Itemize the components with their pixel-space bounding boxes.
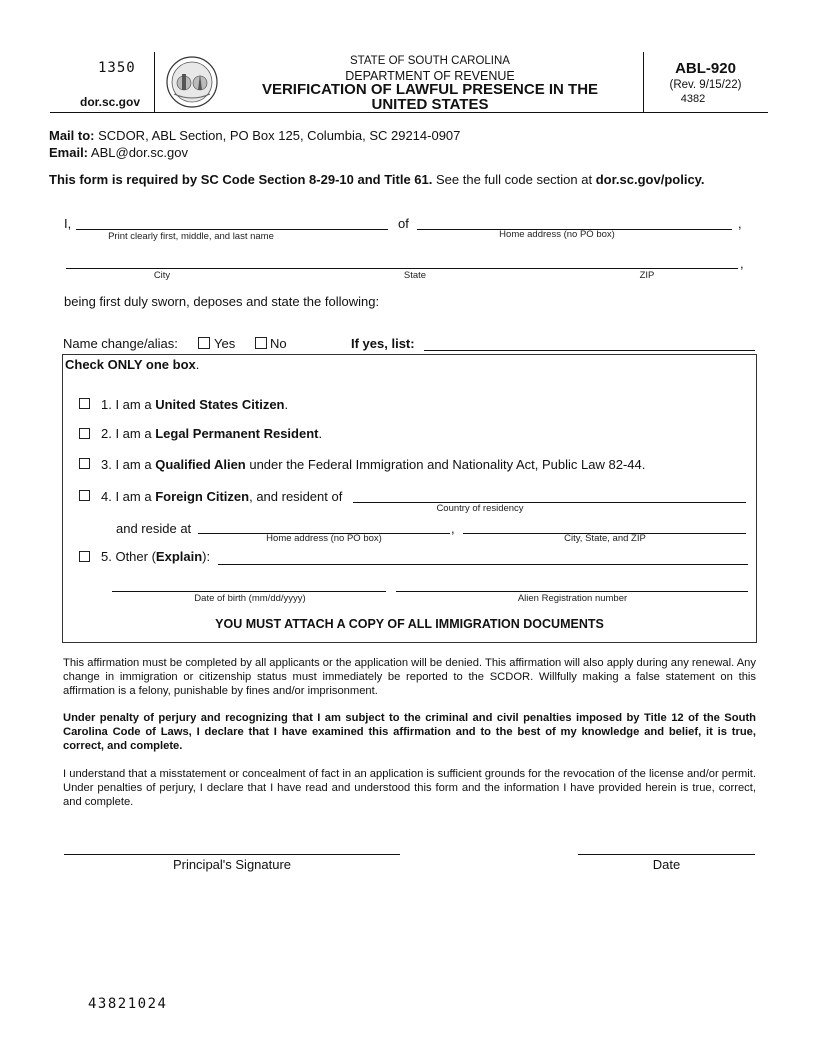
option-permanent-resident-bold: Legal Permanent Resident xyxy=(155,426,319,441)
state-name: STATE OF SOUTH CAROLINA xyxy=(350,55,510,67)
policy-link[interactable]: dor.sc.gov/policy. xyxy=(595,172,705,187)
email-label: Email: xyxy=(49,145,89,160)
mail-to-label: Mail to: xyxy=(49,128,95,143)
alias-yes-label: Yes xyxy=(214,336,236,351)
state-input[interactable] xyxy=(356,252,474,269)
email-line xyxy=(49,145,188,160)
email-address: ABL@dor.sc.gov xyxy=(90,145,188,160)
principal-signature-input[interactable] xyxy=(64,836,400,855)
option-citizen-checkbox[interactable] xyxy=(79,398,90,409)
website: dor.sc.gov xyxy=(80,95,141,109)
other-explain-input[interactable] xyxy=(218,548,748,565)
option-citizen-suffix: . xyxy=(284,397,289,412)
option-qualified-alien-bold: Qualified Alien xyxy=(155,457,246,472)
requirement-plain: See the full code section at xyxy=(432,172,596,187)
form-code: 1350 xyxy=(98,60,136,76)
misstatement-paragraph: I understand that a misstatement or concealment of fact in an application is sufficient grounds for the revocation of the license and/or permit. Under penalties of perjury, I declare that I have read and understood this form and the information I have provided herein is true, correct, and complete. xyxy=(63,768,756,808)
page-title: VERIFICATION OF LAWFUL PRESENCE IN THE xyxy=(261,81,599,98)
option-foreign-citizen-prefix: 4. I am a xyxy=(101,489,156,504)
option-permanent-resident-prefix: 2. I am a xyxy=(101,426,156,441)
form-number: 4382 xyxy=(680,93,706,105)
full-name-caption: Print clearly first, middle, and last name xyxy=(108,231,274,242)
signature-date-input[interactable] xyxy=(578,836,755,855)
alias-list-input[interactable] xyxy=(424,334,755,351)
option-citizen-label xyxy=(101,397,288,412)
option-other-suffix: ): xyxy=(202,549,211,564)
option-qualified-alien-label xyxy=(101,457,645,472)
signature-date-label: Date xyxy=(652,857,681,872)
alias-list-label: If yes, list: xyxy=(351,336,415,351)
option-qualified-alien-prefix: 3. I am a xyxy=(101,457,156,472)
requirement-statement xyxy=(49,172,705,187)
country-of-residency-input[interactable] xyxy=(353,486,746,503)
city-input[interactable] xyxy=(66,252,356,269)
of-label: of xyxy=(398,216,409,231)
check-one-bold: Check ONLY one box xyxy=(65,357,196,372)
alias-no-label: No xyxy=(270,336,287,351)
reside-at-label: and reside at xyxy=(116,521,192,536)
form-revision: (Rev. 9/15/22) xyxy=(669,79,742,91)
alias-yes-checkbox[interactable] xyxy=(198,337,210,349)
address-comma: , xyxy=(738,216,742,231)
foreign-home-address-caption: Home address (no PO box) xyxy=(266,533,382,544)
alien-registration-input[interactable] xyxy=(396,575,748,592)
foreign-home-address-input[interactable] xyxy=(198,517,450,534)
option-permanent-resident-checkbox[interactable] xyxy=(79,428,90,439)
affirmation-paragraph: This affirmation must be completed by all applicants or the application will be denied. This affirmation will also apply during any renewal. Any change in immigration or citizenship status must immediately be reported to the SCDOR. Willfully making a false statement on this affirmation is a felony, punishable by fines and/or imprisonment. xyxy=(63,657,756,697)
department-name: DEPARTMENT OF REVENUE xyxy=(345,69,515,83)
principal-signature-label: Principal's Signature xyxy=(172,857,292,872)
option-foreign-citizen-checkbox[interactable] xyxy=(79,490,90,501)
sworn-statement: being first duly sworn, deposes and state the following: xyxy=(64,294,380,309)
mail-to-address: SCDOR, ABL Section, PO Box 125, Columbia, SC 29214-0907 xyxy=(98,128,461,143)
reside-comma: , xyxy=(451,521,455,536)
form-id: ABL-920 xyxy=(675,60,736,77)
zip-caption: ZIP xyxy=(639,270,655,281)
check-one-period: . xyxy=(195,357,200,372)
home-address-input[interactable] xyxy=(417,213,732,230)
option-other-label xyxy=(101,549,210,564)
option-other-bold: Explain xyxy=(155,549,203,564)
mail-to-line xyxy=(49,128,460,143)
barcode-number: 43821024 xyxy=(88,996,168,1012)
date-of-birth-caption: Date of birth (mm/dd/yyyy) xyxy=(194,593,306,604)
i-label: I, xyxy=(64,216,72,231)
attach-documents-notice: YOU MUST ATTACH A COPY OF ALL IMMIGRATION DOCUMENTS xyxy=(215,617,604,631)
option-foreign-citizen-bold: Foreign Citizen xyxy=(155,489,250,504)
option-citizen-bold: United States Citizen xyxy=(155,397,285,412)
option-qualified-alien-suffix: under the Federal Immigration and Nationality Act, Public Law 82-44. xyxy=(245,457,646,472)
option-permanent-resident-suffix: . xyxy=(318,426,323,441)
option-permanent-resident-label xyxy=(101,426,322,441)
alias-label: Name change/alias: xyxy=(63,336,178,351)
zip-input[interactable] xyxy=(474,252,738,269)
foreign-city-state-zip-caption: City, State, and ZIP xyxy=(564,533,646,544)
option-other-prefix: 5. Other ( xyxy=(101,549,156,564)
date-of-birth-input[interactable] xyxy=(112,575,386,592)
check-one-header xyxy=(65,357,199,372)
zip-comma: , xyxy=(740,256,744,271)
requirement-bold: This form is required by SC Code Section 8-29-10 and Title 61. xyxy=(49,172,433,187)
country-of-residency-caption: Country of residency xyxy=(436,503,524,514)
city-caption: City xyxy=(153,270,171,281)
option-citizen-prefix: 1. I am a xyxy=(101,397,156,412)
state-caption: State xyxy=(403,270,427,281)
option-qualified-alien-checkbox[interactable] xyxy=(79,458,90,469)
option-other-checkbox[interactable] xyxy=(79,551,90,562)
option-foreign-citizen-label xyxy=(101,489,342,504)
alien-registration-caption: Alien Registration number xyxy=(517,593,628,604)
header-rule xyxy=(50,112,768,113)
header-divider-left xyxy=(154,52,155,112)
foreign-city-state-zip-input[interactable] xyxy=(463,517,746,534)
full-name-input[interactable] xyxy=(76,213,388,230)
alias-no-checkbox[interactable] xyxy=(255,337,267,349)
state-seal-icon xyxy=(166,56,218,108)
home-address-caption: Home address (no PO box) xyxy=(499,229,615,240)
perjury-paragraph: Under penalty of perjury and recognizing that I am subject to the criminal and civil penalties imposed by Title 12 of the South Carolina Code of Laws, I declare that I have examined this affirmation and to the best of my knowledge and belief, it is true, correct, and complete. xyxy=(63,712,756,752)
page-title-line2: UNITED STATES xyxy=(371,96,489,113)
option-foreign-citizen-suffix: , and resident of xyxy=(249,489,343,504)
